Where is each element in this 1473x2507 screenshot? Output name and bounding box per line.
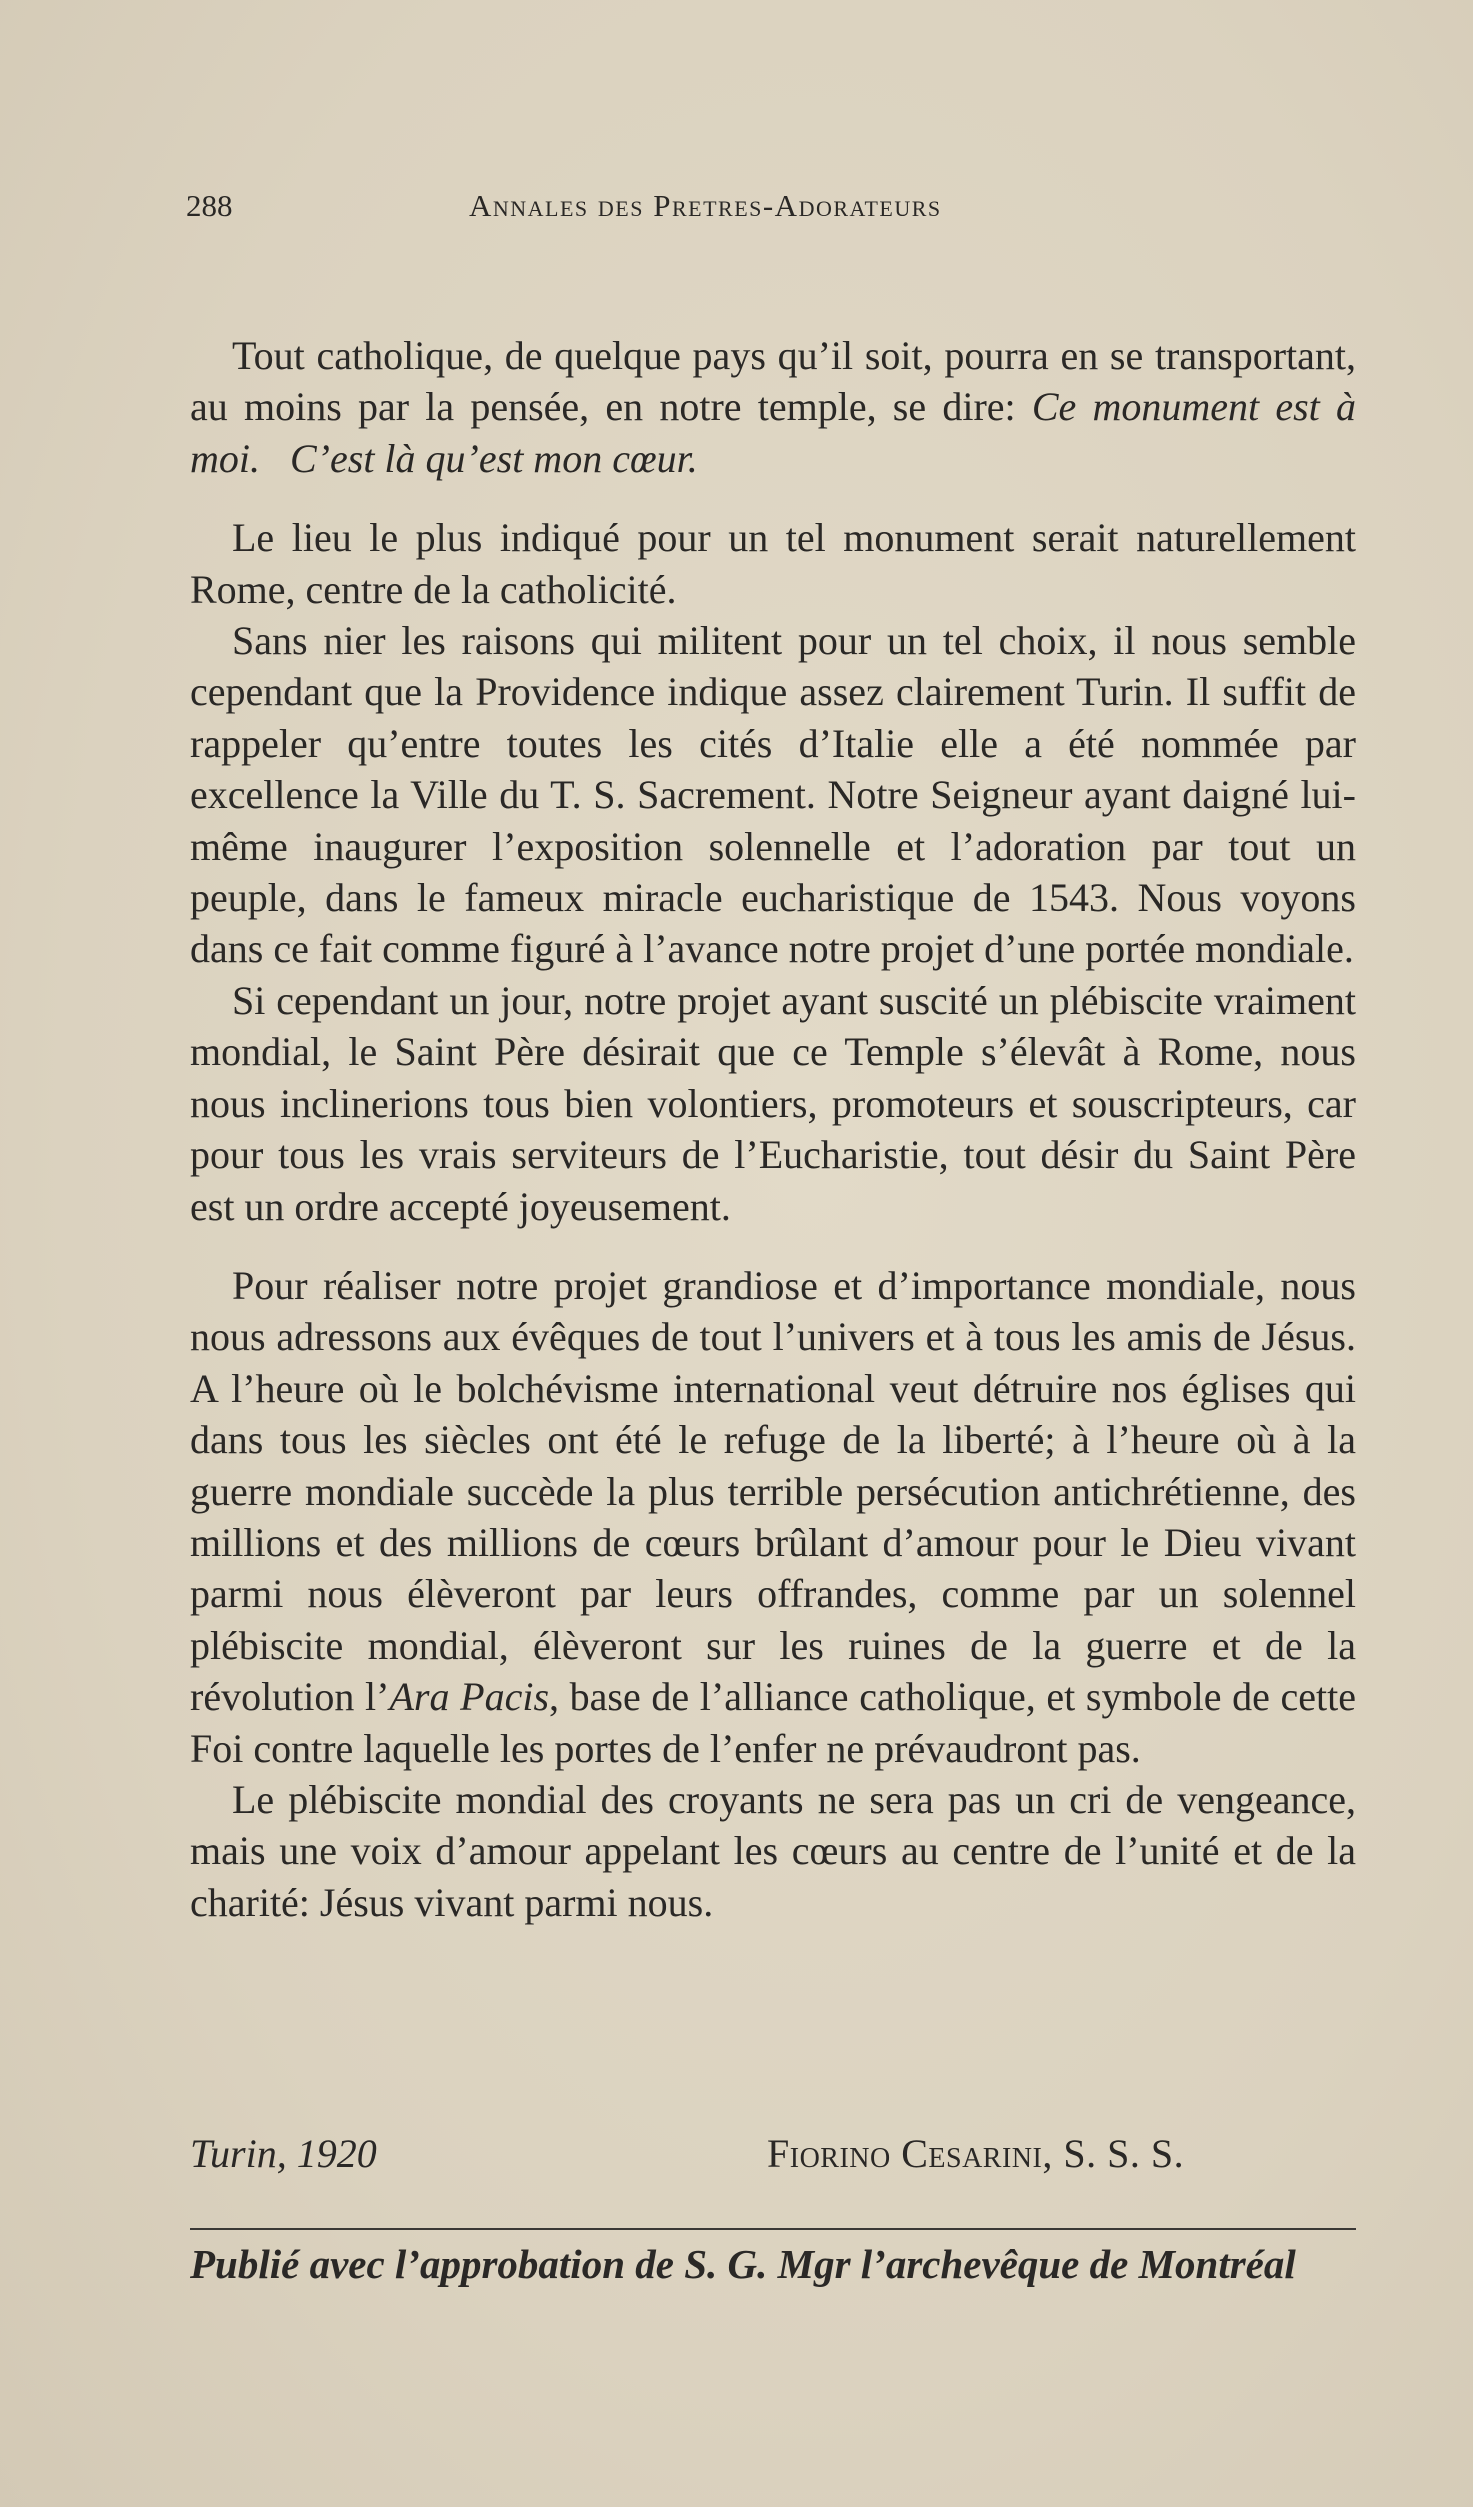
paragraph-5-ara-pacis: Ara Pacis [389, 1674, 550, 1720]
author-name: Fiorino Cesarini, S. S. S. [767, 2131, 1185, 2176]
article-body [190, 330, 1356, 1928]
paragraph-1-quote-b: C’est là qu’est mon cœur. [290, 435, 698, 481]
paragraph-1-text: Tout catholique, de quelque pays qu’il soit, pourra en se transportant, au moins par la pensée, en notre temple, se dire: [190, 333, 1356, 430]
paragraph-5-text-a: Pour réaliser notre projet grandiose et d’importance mondiale, nous nous adressons aux évêques de tout l’univers et à tous les amis de Jésus. A l’heure où le bolchévisme international veut détruire nos églises qui dans tous les siècles ont été le refuge de la liberté; à l’heure où à la guerre mondiale succède la plus terrible persécution antichrétienne, des millions et des millions de cœurs brûlant d’amour pour le Dieu vivant parmi nous élèveront par leurs offrandes, comme par un solennel plébiscite mondial, élèveront sur les ruines de la guerre et de la révolution l’ [190, 1262, 1356, 1720]
paragraph-2: Le lieu le plus indiqué pour un tel monument serait naturellement Rome, centre de la catholicité. [190, 515, 1356, 612]
place-date: Turin, 1920 [190, 2131, 377, 2176]
paragraph-3: Sans nier les raisons qui militent pour un tel choix, il nous semble cependant que la Providence indique assez clairement Turin. Il suffit de rappeler qu’entre toutes les cités d’Italie elle a été nommée par excellence la Ville du T. S. Sacrement. Notre Seigneur ayant daigné lui-même inaugurer l’exposition solennelle et l’adoration par tout un peuple, dans le fameux miracle eucharistique de 1543. Nous voyons dans ce fait comme figuré à l’avance notre projet d’une portée mondiale. [190, 618, 1356, 972]
approval-notice: Publié avec l’approbation de S. G. Mgr l’archevêque de Montréal [190, 2241, 1296, 2287]
page-number: 288 [186, 188, 233, 223]
paragraph-4: Si cependant un jour, notre projet ayant suscité un plébiscite vraiment mondial, le Saint Père désirait que ce Temple s’élevât à Rome, nous nous inclinerions tous bien volontiers, promoteurs et souscripteurs, car pour tous les vrais serviteurs de l’Eucharistie, tout désir du Saint Père est un ordre accepté joyeusement. [190, 977, 1356, 1229]
footer-rule [190, 2228, 1356, 2230]
paragraph-1-quote-a: Ce monument est à moi. [190, 384, 1356, 481]
paragraph-5 [190, 1260, 1356, 1774]
paragraph-5-text-b: , base de l’alliance catholique, et symbole de cette Foi contre laquelle les portes de l’enfer ne prévaudront pas. [190, 1674, 1357, 1771]
signature-line [190, 2130, 1356, 2177]
page-header [186, 188, 1356, 228]
running-title: Annales des Pretres-Adorateurs [469, 188, 942, 223]
paragraph-1 [190, 330, 1356, 484]
paragraph-6: Le plébiscite mondial des croyants ne sera pas un cri de vengeance, mais une voix d’amour appelant les cœurs au centre de l’unité et de la charité: Jésus vivant parmi nous. [190, 1776, 1356, 1925]
